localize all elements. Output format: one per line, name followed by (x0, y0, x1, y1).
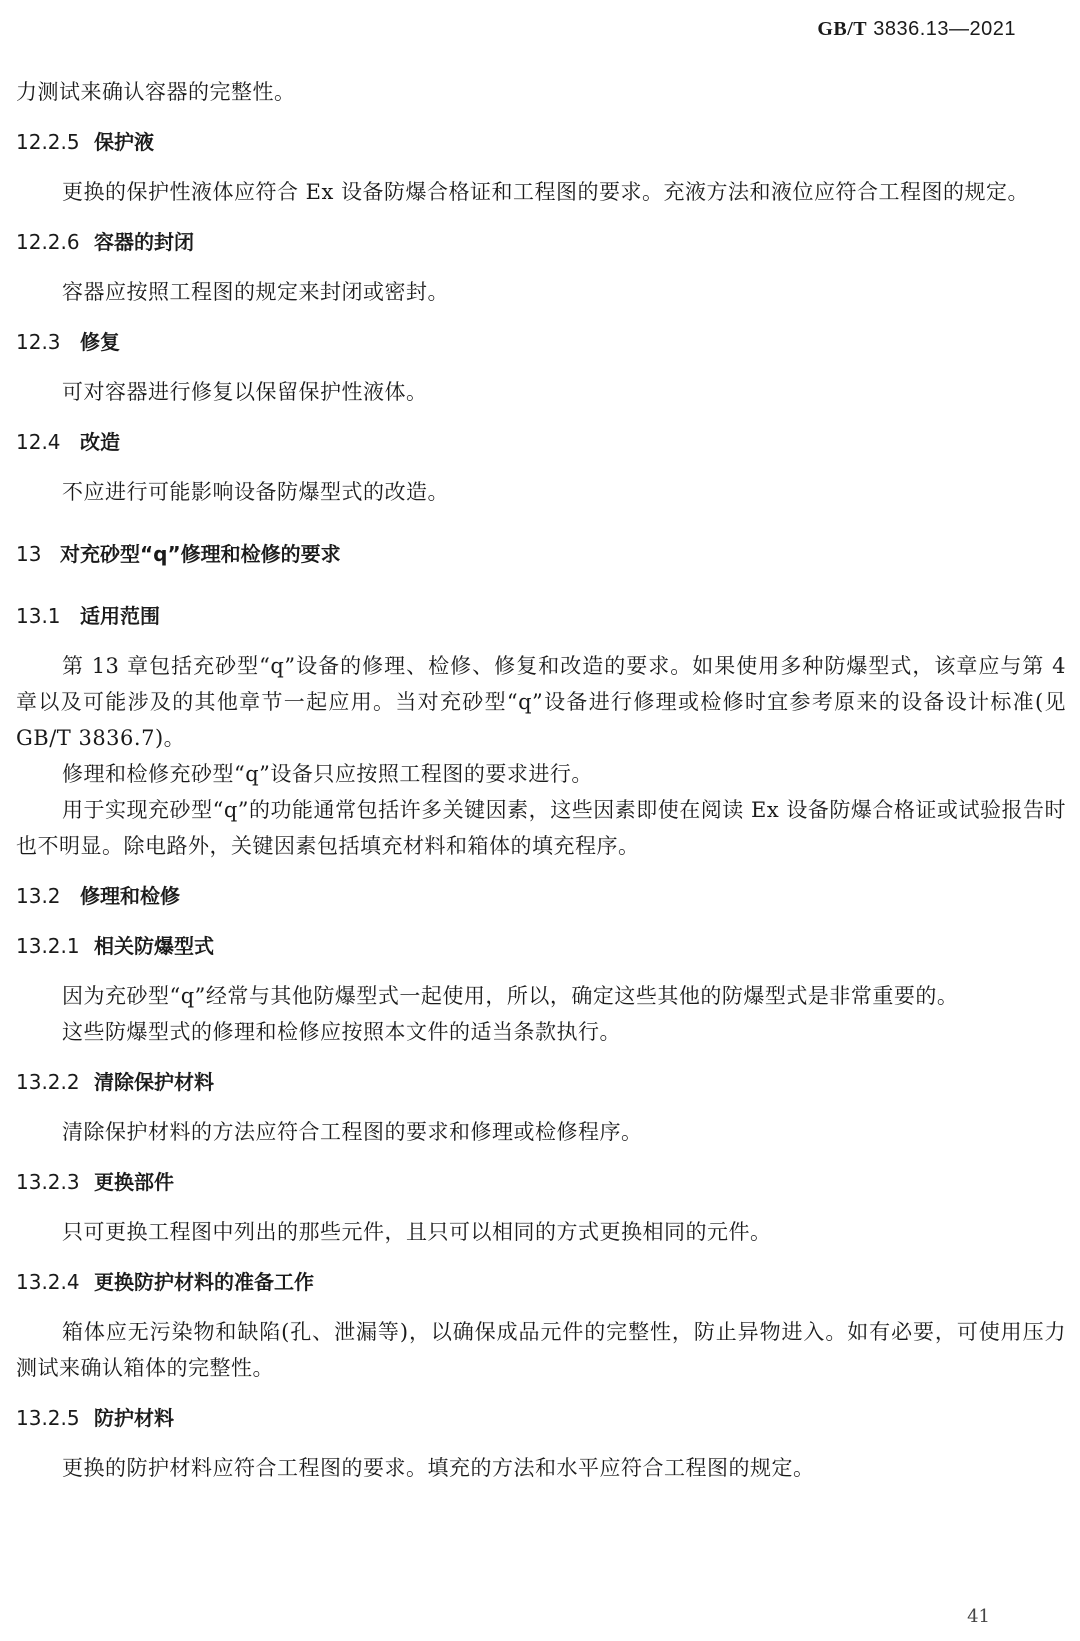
section-title: 更换部件 (94, 1170, 174, 1194)
section-number: 13.2 (16, 884, 61, 908)
section-heading-13-2-5 (16, 1400, 1066, 1436)
section-number: 13.2.4 (16, 1270, 80, 1294)
section-heading-13-2 (16, 878, 1066, 914)
section-number: 12.3 (16, 330, 61, 354)
section-heading-13-2-2 (16, 1064, 1066, 1100)
paragraph: 不应进行可能影响设备防爆型式的改造。 (62, 480, 449, 504)
section-heading-13-2-4 (16, 1264, 1066, 1300)
section-number: 13.2.2 (16, 1070, 80, 1094)
section-number: 12.2.5 (16, 130, 80, 154)
section-heading-12-4 (16, 424, 1066, 460)
section-number: 13.1 (16, 604, 61, 628)
paragraph: 这些防爆型式的修理和检修应按照本文件的适当条款执行。 (62, 1020, 621, 1044)
section-title: 修复 (80, 330, 120, 354)
paragraph: 可对容器进行修复以保留保护性液体。 (62, 380, 428, 404)
standard-code: GB/T (817, 18, 868, 40)
section-number: 13.2.1 (16, 934, 80, 958)
section-number: 12.2.6 (16, 230, 80, 254)
section-heading-13-1 (16, 598, 1066, 634)
section-title: 防护材料 (94, 1406, 174, 1430)
paragraph: 修理和检修充砂型“q”设备只应按照工程图的要求进行。 (62, 762, 593, 786)
section-title: 保护液 (94, 130, 154, 154)
section-number: 13.2.3 (16, 1170, 80, 1194)
section-title: 相关防爆型式 (94, 934, 214, 958)
chapter-title: 对充砂型“q”修理和检修的要求 (60, 542, 341, 566)
section-title: 容器的封闭 (94, 230, 194, 254)
section-number: 13.2.5 (16, 1406, 80, 1430)
paragraph: 力测试来确认容器的完整性。 (16, 80, 296, 104)
paragraph: 更换的防护材料应符合工程图的要求。填充的方法和水平应符合工程图的规定。 (62, 1456, 815, 1480)
paragraph: 只可更换工程图中列出的那些元件，且只可以相同的方式更换相同的元件。 (62, 1220, 772, 1244)
section-number: 12.4 (16, 430, 61, 454)
section-heading-12-2-5 (16, 124, 1066, 160)
paragraph: 清除保护材料的方法应符合工程图的要求和修理或检修程序。 (62, 1120, 643, 1144)
section-heading-13-2-3 (16, 1164, 1066, 1200)
paragraph: 箱体应无污染物和缺陷(孔、泄漏等)，以确保成品元件的完整性，防止异物进入。如有必要，可使用压力测试来确认箱体的完整性。 (16, 1320, 1066, 1380)
standard-number: 3836.13—2021 (873, 18, 1016, 40)
paragraph: 因为充砂型“q”经常与其他防爆型式一起使用，所以，确定这些其他的防爆型式是非常重要的。 (62, 984, 959, 1008)
section-heading-12-3 (16, 324, 1066, 360)
section-title: 更换防护材料的准备工作 (94, 1270, 314, 1294)
section-heading-13-2-1 (16, 928, 1066, 964)
section-title: 清除保护材料 (94, 1070, 214, 1094)
paragraph: 用于实现充砂型“q”的功能通常包括许多关键因素，这些因素即使在阅读 Ex 设备防爆合格证或试验报告时也不明显。除电路外，关键因素包括填充材料和箱体的填充程序。 (16, 798, 1066, 858)
paragraph: 第 13 章包括充砂型“q”设备的修理、检修、修复和改造的要求。如果使用多种防爆型式，该章应与第 4 章以及可能涉及的其他章节一起应用。当对充砂型“q”设备进行修理或检修时宜参考原来的设备设计标准(见 GB/T 3836.7)。 (16, 654, 1066, 750)
chapter-heading-13 (16, 536, 1066, 572)
chapter-number: 13 (16, 542, 42, 566)
page-number: 41 (967, 1606, 990, 1627)
section-title: 适用范围 (80, 604, 160, 628)
section-title: 改造 (80, 430, 120, 454)
paragraph: 更换的保护性液体应符合 Ex 设备防爆合格证和工程图的要求。充液方法和液位应符合工程图的规定。 (62, 180, 1030, 204)
document-body (16, 74, 1066, 1486)
section-title: 修理和检修 (80, 884, 180, 908)
section-heading-12-2-6 (16, 224, 1066, 260)
paragraph: 容器应按照工程图的规定来封闭或密封。 (62, 280, 449, 304)
page-header (817, 18, 1016, 41)
